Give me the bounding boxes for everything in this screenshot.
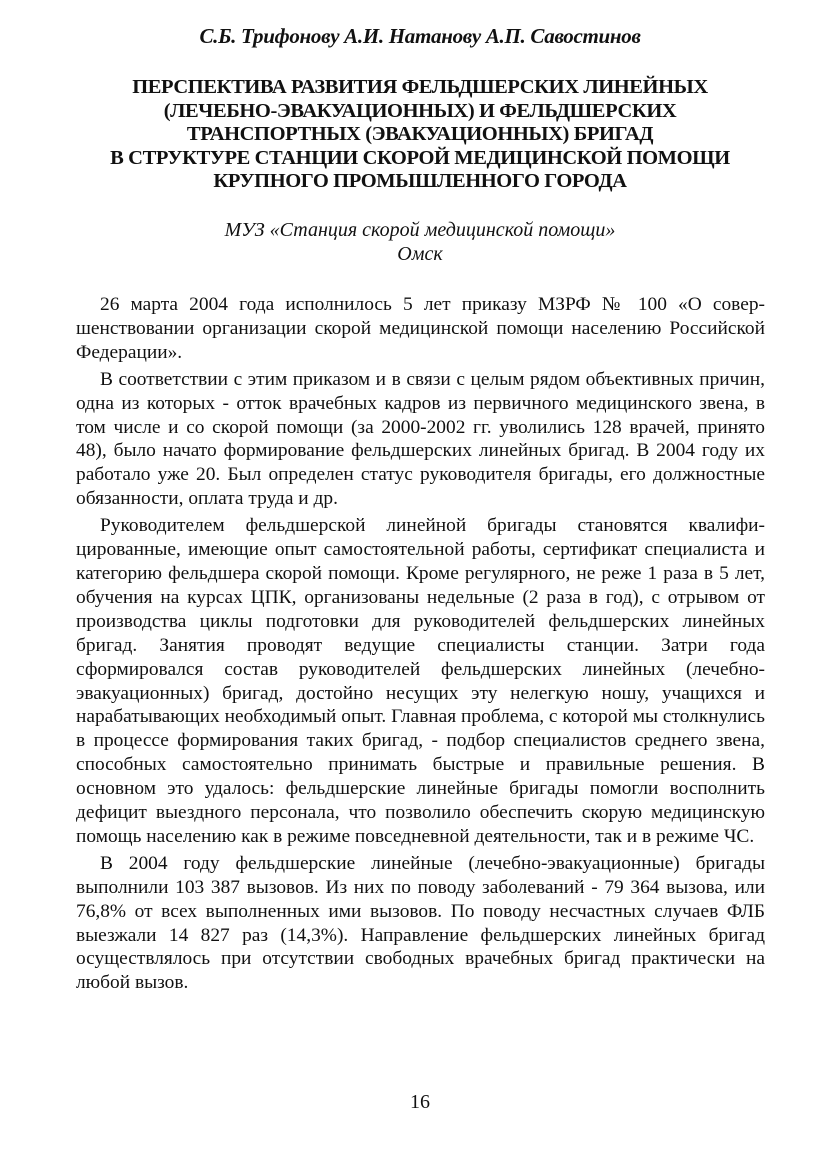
title-line: В СТРУКТУРЕ СТАНЦИИ СКОРОЙ МЕДИЦИНСКОЙ ПОМОЩИ: [110, 146, 730, 169]
paragraph: В соответствии с этим приказом и в связи с целым рядом объективных причин, одна из которых - отток врачебных кадров из первичного медицинского звена, в том числе и со скорой помощи (за 2000-2002 гг. уволились 128 врачей, принято 48), было начато формирование фельдшерских линейных бригад. В 2004 году их работало уже 20. Был определен статус руководителя бригады, его должностные обязанности, оплата труда и др.: [76, 368, 765, 510]
title-line: (ЛЕЧЕБНО-ЭВАКУАЦИОННЫХ) И ФЕЛЬДШЕРСКИХ: [163, 99, 677, 122]
paragraph: В 2004 году фельдшерские линейные (лечебно-эвакуационные) бригады выполнили 103 387 вызовов. Из них по поводу заболеваний - 79 364 вызова, или 76,8% от всех выполненных ими вызовов. По поводу несчастных случаев ФЛБ выезжали 14 827 раз (14,3%). Направление фельдшерских линейных бригад осуществлялось при отсутствии свободных врачебных бригад практически на любой вызов.: [76, 852, 765, 994]
page-number: 16: [410, 1091, 430, 1113]
authors: С.Б. Трифонову А.И. Натанову А.П. Савостинов: [199, 24, 641, 48]
paragraph: 26 марта 2004 года исполнилось 5 лет приказу МЗРФ № 100 «О совершенствовании организации скорой медицинской помощи населению Российской Федерации».: [76, 294, 765, 363]
paragraph: Руководителем фельдшерской линейной бригады становятся квалифицированные, имеющие опыт самостоятельной работы, сертификат специалиста и категорию фельдшера скорой помощи. Кроме регулярного, не реже 1 раза в 5 лет, обучения на курсах ЦПК, организованы недельные (2 раза в год), с отрывом от производства циклы подготовки для руководителей фельдшерских линейных бригад. Занятия проводят ведущие специалисты станции. Затри года сформировался состав руководителей фельдшерских линейных (лечебно-эвакуационных) бригад, достойно несущих эту нелегкую ношу, учащихся и нарабатывающих необходимый опыт. Главная проблема, с которой мы столкнулись в процессе формирования таких бригад, - подбор специалистов среднего звена, способных самостоятельно принимать быстрые и правильные решения. В основном это удалось: фельдшерские линейные бригады помогли восполнить дефицит выездного персонала, что позволило обеспечить скорую медицинскую помощь населению как в режиме повседневной деятельности, так и в режиме ЧС.: [76, 515, 765, 847]
title-line: КРУПНОГО ПРОМЫШЛЕННОГО ГОРОДА: [213, 170, 627, 192]
article-title: [70, 76, 770, 194]
body-text: [76, 293, 765, 995]
title-line: ПЕРСПЕКТИВА РАЗВИТИЯ ФЕЛЬДШЕРСКИХ ЛИНЕЙНЫХ: [132, 76, 708, 98]
title-line: ТРАНСПОРТНЫХ (ЭВАКУАЦИОННЫХ) БРИГАД: [186, 123, 654, 145]
affiliation-block: [0, 218, 840, 266]
affiliation: МУЗ «Станция скорой медицинской помощи»: [224, 219, 616, 241]
city: Омск: [397, 243, 443, 265]
